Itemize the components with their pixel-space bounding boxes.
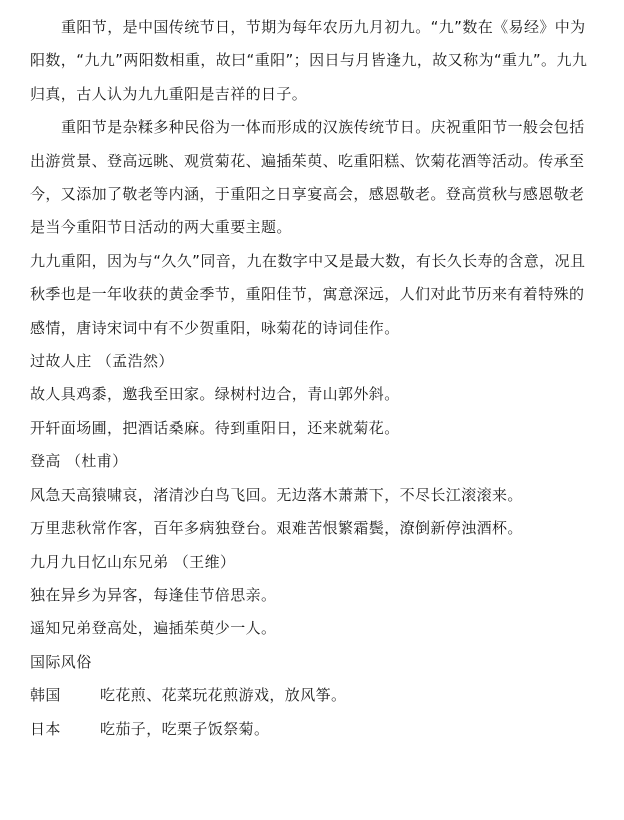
poem-line: 故人具鸡黍，邀我至田家。绿树村边合，青山郭外斜。 [30,385,400,404]
poem-title: 过故人庄 （孟浩然） [30,352,174,371]
country-custom: 吃茄子，吃栗子饭祭菊。 [100,719,270,738]
intro-paragraph-3: 九九重阳，因为与“久久”同音，九在数字中又是最大数，有长久长寿的含意，况且秋季也是一年收获的黄金季节，重阳佳节，寓意深远，人们对此节历来有着特殊的感情，唐诗宋词中有不少贺重阳，咏菊花的诗词佳作。 [30,251,586,337]
poem-line: 开轩面场圃，把酒话桑麻。待到重阳日，还来就菊花。 [30,418,400,437]
country-custom: 吃花煎、花菜玩花煎游戏，放风筝。 [100,686,347,705]
poem-title: 九月九日忆山东兄弟 （王维） [30,552,236,571]
intro-paragraph-2: 重阳节是杂糅多种民俗为一体而形成的汉族传统节日。庆祝重阳节一般会包括出游赏景、登高远眺、观赏菊花、遍插茱萸、吃重阳糕、饮菊花酒等活动。传承至今，又添加了敬老等内涵，于重阳之日享宴高会，感恩敬老。登高赏秋与感恩敬老是当今重阳节日活动的两大重要主题。 [30,118,585,237]
poem-line: 遥知兄弟登高处，遍插茱萸少一人。 [30,619,277,638]
poem-line: 独在异乡为异客，每逢佳节倍思亲。 [30,585,277,604]
country-name: 韩国 [30,686,61,705]
intro-paragraph-1: 重阳节，是中国传统节日，节期为每年农历九月初九。“九”数在《易经》中为阳数，“九九”两阳数相重，故曰“重阳”；因日与月皆逢九，故又称为“重九”。九九归真，古人认为九九重阳是吉祥的日子。 [30,18,588,103]
country-name: 日本 [30,719,61,738]
international-heading: 国际风俗 [30,652,92,671]
poem-line: 万里悲秋常作客，百年多病独登台。艰难苦恨繁霜鬓，潦倒新停浊酒杯。 [30,519,523,538]
poem-line: 风急天高猿啸哀，渚清沙白鸟飞回。无边落木萧萧下，不尽长江滚滚来。 [30,485,523,504]
country-row [30,713,594,746]
country-row [30,679,594,712]
poem-title: 登高 （杜甫） [30,452,128,471]
